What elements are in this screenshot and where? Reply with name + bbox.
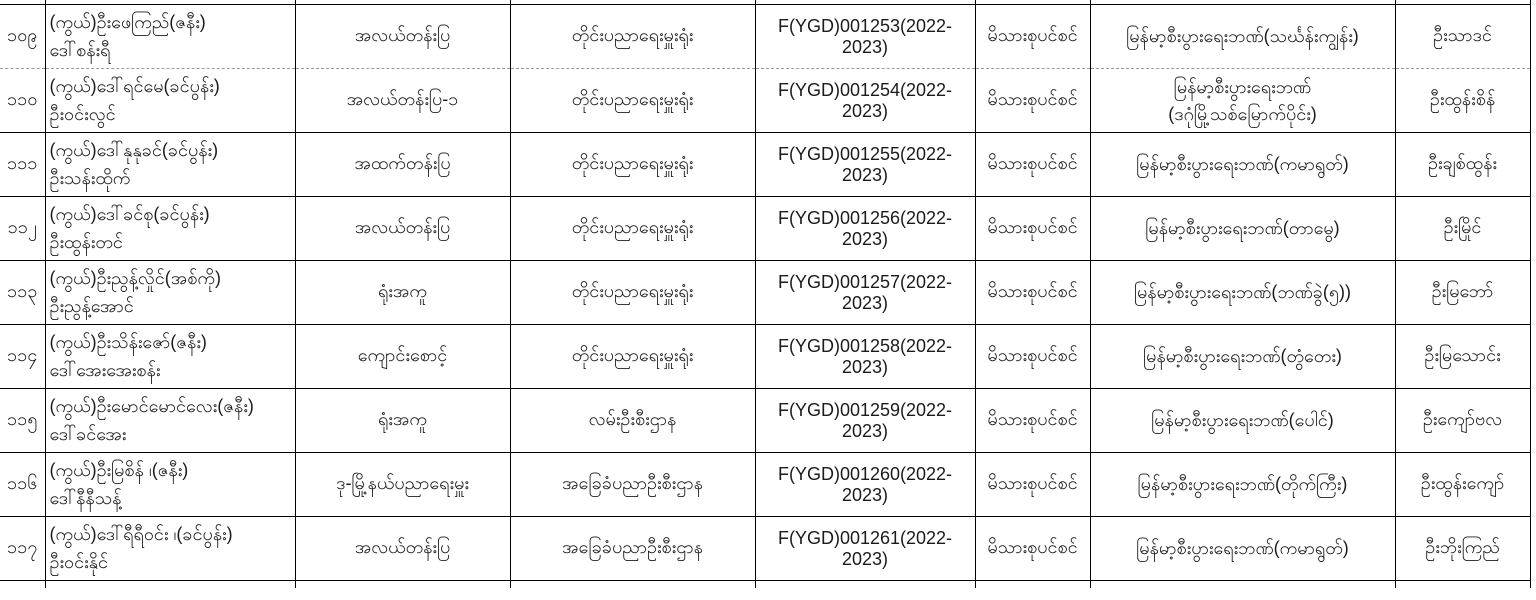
cell-serial-number: ၁၁၃ — [0, 261, 45, 325]
cell-serial-number: ၁၁၇ — [0, 517, 45, 581]
name-line: (ကွယ်)ဒေါ်ခင်စု(ခင်ပွန်း) — [49, 203, 210, 224]
bank-line: မြန်မာ့စီးပွားရေးဘဏ် — [1173, 77, 1312, 98]
bank-line: မြန်မာ့စီးပွားရေးဘဏ်(တာမွေ) — [1145, 218, 1340, 239]
cell-office: တိုင်းပညာရေးမှူးရုံး — [510, 197, 755, 261]
cell-office: တိုင်းပညာရေးမှူးရုံး — [510, 69, 755, 133]
cell-file-number: F(YGD)001260(2022-2023) — [755, 453, 975, 517]
bank-line: မြန်မာ့စီးပွားရေးဘဏ်(ဘဏ်ခွဲ(၅)) — [1133, 282, 1352, 303]
cell-office: အခြေခံပညာဦးစီးဌာန — [510, 453, 755, 517]
cell-serial-number: ၁၀၉ — [0, 5, 45, 69]
cell-file-number: F(YGD)001257(2022-2023) — [755, 261, 975, 325]
bank-line: မြန်မာ့စီးပွားရေးဘဏ်(တွံတေး) — [1143, 346, 1342, 367]
cell-office: တိုင်းပညာရေးမှူးရုံး — [510, 261, 755, 325]
cell-pension-type: မိသားစုပင်စင် — [975, 453, 1090, 517]
cell-serial-number: ၁၁၁ — [0, 133, 45, 197]
cell-deceased-and-recipient-names — [45, 5, 295, 69]
cell-office: တိုင်းပညာရေးမှူးရုံး — [510, 133, 755, 197]
cell-bank-branch — [1090, 133, 1395, 197]
cell-deceased-and-recipient-names — [45, 261, 295, 325]
cell-deceased-and-recipient-names — [45, 389, 295, 453]
partial-cell — [0, 581, 45, 589]
table-row — [0, 325, 1530, 389]
cell-serial-number: ၁၁၄ — [0, 325, 45, 389]
bank-line: မြန်မာ့စီးပွားရေးဘဏ်(ကမာရွတ်) — [1136, 154, 1349, 175]
cell-deceased-and-recipient-names — [45, 197, 295, 261]
cell-pension-type: မိသားစုပင်စင် — [975, 5, 1090, 69]
cell-officer-name: ဦးထွန်းကျော် — [1395, 453, 1530, 517]
cell-bank-branch — [1090, 197, 1395, 261]
partial-cell — [1090, 581, 1395, 589]
partial-cell — [975, 581, 1090, 589]
table-row — [0, 453, 1530, 517]
name-line: ဒေါ်ခင်အေး — [49, 423, 127, 444]
cell-deceased-and-recipient-names — [45, 517, 295, 581]
cell-file-number: F(YGD)001259(2022-2023) — [755, 389, 975, 453]
name-line: ဦးသန်းထိုက် — [49, 167, 131, 188]
cell-office: တိုင်းပညာရေးမှူးရုံး — [510, 325, 755, 389]
bank-line: မြန်မာ့စီးပွားရေးဘဏ်(သင်္ဃန်းကျွန်း) — [1126, 26, 1359, 47]
cell-bank-branch — [1090, 5, 1395, 69]
cell-position: အလယ်တန်းပြ — [295, 197, 510, 261]
cell-position: ရုံးအကူ — [295, 261, 510, 325]
cell-position: ကျောင်းစောင့် — [295, 325, 510, 389]
cell-file-number: F(YGD)001258(2022-2023) — [755, 325, 975, 389]
cell-position: အလယ်တန်းပြ-၁ — [295, 69, 510, 133]
cell-pension-type: မိသားစုပင်စင် — [975, 133, 1090, 197]
cell-serial-number: ၁၁၀ — [0, 69, 45, 133]
cell-position: အထက်တန်းပြ — [295, 133, 510, 197]
cell-deceased-and-recipient-names — [45, 69, 295, 133]
partial-cell — [295, 581, 510, 589]
partial-cell — [755, 581, 975, 589]
cell-bank-branch — [1090, 69, 1395, 133]
cell-deceased-and-recipient-names — [45, 325, 295, 389]
bank-line: (ဒဂုံမြို့သစ်မြောက်ပိုင်း) — [1168, 103, 1317, 124]
table-row — [0, 69, 1530, 133]
cell-pension-type: မိသားစုပင်စင် — [975, 517, 1090, 581]
name-line: (ကွယ်)ဒေါ်ရင်မေ(ခင်ပွန်း) — [49, 75, 220, 96]
bank-line: မြန်မာ့စီးပွားရေးဘဏ်(ပေါင်) — [1151, 410, 1334, 431]
name-line: (ကွယ်)ဦးသိန်းဇော်(ဇနီး) — [49, 331, 207, 352]
cell-officer-name: ဦးမြသောင်း — [1395, 325, 1530, 389]
name-line: ဒေါ်စန်းရီ — [49, 39, 111, 60]
cell-office: တိုင်းပညာရေးမှူးရုံး — [510, 5, 755, 69]
cell-deceased-and-recipient-names — [45, 133, 295, 197]
cell-pension-type: မိသားစုပင်စင် — [975, 69, 1090, 133]
cell-officer-name: ဦးဘိုးကြည် — [1395, 517, 1530, 581]
cell-position: ဒု-မြို့နယ်ပညာရေးမှူး — [295, 453, 510, 517]
name-line: (ကွယ်)ဦးမြစိန် ၊(ဇနီး) — [49, 459, 189, 480]
name-line: ဒေါ်အေးအေးစန်း — [49, 359, 161, 380]
cell-officer-name: ဦးသာဒင် — [1395, 5, 1530, 69]
partial-cell — [45, 581, 295, 589]
name-line: ဦးညွန့်အောင် — [49, 295, 134, 316]
table-row — [0, 133, 1530, 197]
name-line: ဦးဝင်းနိုင် — [49, 551, 108, 572]
cell-officer-name: ဦးကျော်ဗလ — [1395, 389, 1530, 453]
partial-cell — [1395, 581, 1530, 589]
name-line: ဒေါ်နီနီသန့် — [49, 487, 122, 508]
cell-bank-branch — [1090, 261, 1395, 325]
cell-position: အလယ်တန်းပြ — [295, 517, 510, 581]
partial-cell — [510, 581, 755, 589]
name-line: (ကွယ်)ဦးဖေကြည်(ဇနီး) — [49, 11, 206, 32]
table-row — [0, 389, 1530, 453]
cell-office: အခြေခံပညာဦးစီးဌာန — [510, 517, 755, 581]
table-row — [0, 261, 1530, 325]
cell-bank-branch — [1090, 517, 1395, 581]
cell-bank-branch — [1090, 325, 1395, 389]
cell-bank-branch — [1090, 453, 1395, 517]
cell-file-number: F(YGD)001253(2022-2023) — [755, 5, 975, 69]
cell-officer-name: ဦးမြဘော် — [1395, 261, 1530, 325]
cell-office: လမ်းဦးစီးဌာန — [510, 389, 755, 453]
cell-file-number: F(YGD)001255(2022-2023) — [755, 133, 975, 197]
cell-pension-type: မိသားစုပင်စင် — [975, 261, 1090, 325]
cell-serial-number: ၁၁၅ — [0, 389, 45, 453]
cell-deceased-and-recipient-names — [45, 453, 295, 517]
cell-file-number: F(YGD)001254(2022-2023) — [755, 69, 975, 133]
table-row — [0, 517, 1530, 581]
bank-line: မြန်မာ့စီးပွားရေးဘဏ်(တိုက်ကြီး) — [1137, 474, 1348, 495]
cell-officer-name: ဦးမြိုင် — [1395, 197, 1530, 261]
partial-row-below — [0, 581, 1530, 589]
table-row — [0, 197, 1530, 261]
cell-position: အလယ်တန်းပြ — [295, 5, 510, 69]
name-line: (ကွယ်)ဒေါ်ရီရီဝင်း ၊(ခင်ပွန်း) — [49, 523, 233, 544]
cell-position: ရုံးအကူ — [295, 389, 510, 453]
cell-bank-branch — [1090, 389, 1395, 453]
bank-line: မြန်မာ့စီးပွားရေးဘဏ်(ကမာရွတ်) — [1136, 538, 1349, 559]
name-line: (ကွယ်)ဦးညွန့်လှိုင်(အစ်ကို) — [49, 267, 221, 288]
cell-file-number: F(YGD)001256(2022-2023) — [755, 197, 975, 261]
cell-file-number: F(YGD)001261(2022-2023) — [755, 517, 975, 581]
name-line: ဦးထွန်းတင် — [49, 231, 123, 252]
cell-serial-number: ၁၁၂ — [0, 197, 45, 261]
cell-serial-number: ၁၁၆ — [0, 453, 45, 517]
cell-officer-name: ဦးချစ်ထွန်း — [1395, 133, 1530, 197]
name-line: ဦးဝင်းလွင် — [49, 103, 116, 124]
cell-pension-type: မိသားစုပင်စင် — [975, 197, 1090, 261]
name-line: (ကွယ်)ဒေါ်နုနုခင်(ခင်ပွန်း) — [49, 139, 219, 160]
name-line: (ကွယ်)ဦးမောင်မောင်လေး(ဇနီး) — [49, 395, 254, 416]
cell-officer-name: ဦးထွန်းစိန် — [1395, 69, 1530, 133]
cell-pension-type: မိသားစုပင်စင် — [975, 325, 1090, 389]
table-row — [0, 5, 1530, 69]
cell-pension-type: မိသားစုပင်စင် — [975, 389, 1090, 453]
